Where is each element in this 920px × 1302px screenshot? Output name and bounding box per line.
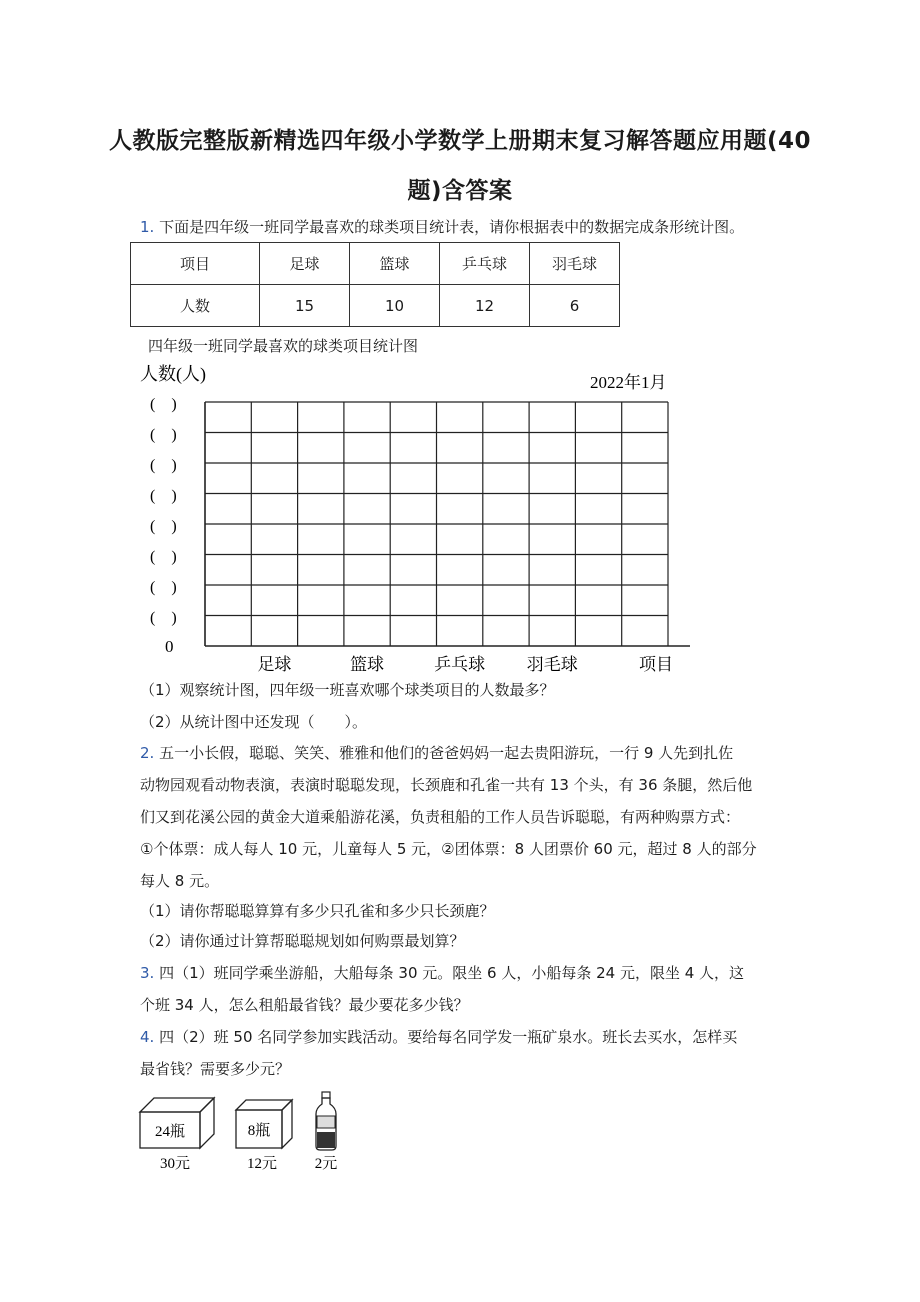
table-row-label: 人数 [131, 285, 260, 327]
chart-title: 四年级一班同学最喜欢的球类项目统计图 [148, 337, 419, 355]
chart-x-categories [257, 655, 673, 674]
table-col-3: 羽毛球 [530, 243, 620, 285]
box-8-price: 12元 [246, 1156, 278, 1172]
chart-xlabel: 项目 [639, 655, 673, 674]
table-col-2: 乒乓球 [440, 243, 530, 285]
page-title-line1: 人教版完整版新精选四年级小学数学上册期末复习解答题应用题(40 [108, 128, 812, 154]
q2-line-3: ①个体票：成人每人 10 元，儿童每人 5 元，②团体票：8 人团票价 60 元，超过 8 人的部分 [140, 840, 757, 858]
chart-origin: 0 [165, 637, 174, 656]
box-24-icon [140, 1098, 214, 1148]
q4-line-1: 最省钱？需要多少元？ [140, 1060, 291, 1078]
box-8-icon [236, 1100, 292, 1148]
q2-line-4: 每人 8 元。 [140, 872, 220, 890]
q4-line-0 [140, 1026, 737, 1047]
q3-text-0: 四（1）班同学乘坐游船，大船每条 30 元。限坐 6 人，小船每条 24 元，限坐 4 人，这 [159, 964, 745, 982]
box-24-price: 30元 [159, 1156, 191, 1172]
q1-sub1: （1）观察统计图，四年级一班喜欢哪个球类项目的人数最多？ [140, 681, 555, 699]
chart-ylabel: 人数(人) [140, 364, 206, 384]
x-tick-label: 羽毛球 [526, 655, 578, 674]
bottle-price: 2元 [314, 1156, 338, 1172]
y-tick-slot: ( ) [150, 518, 177, 535]
y-tick-slot: ( ) [150, 426, 177, 444]
table-val-0: 15 [260, 285, 350, 327]
table-header-label: 项目 [131, 243, 260, 285]
q2-sub2: （2）请你通过计算帮聪聪规划如何购票最划算？ [140, 932, 465, 950]
svg-text:24瓶: 24瓶 [154, 1124, 186, 1140]
y-tick-slot: ( ) [150, 487, 177, 505]
q2-text-0: 五一小长假，聪聪、笑笑、雅雅和他们的爸爸妈妈一起去贵阳游玩，一行 9 人先到扎佐 [159, 744, 734, 762]
table-col-0: 足球 [260, 243, 350, 285]
table-val-3: 6 [530, 285, 620, 327]
chart-date: 2022年1月 [590, 373, 667, 392]
q1-number: 1. [140, 218, 155, 236]
table-val-2: 12 [440, 285, 530, 327]
page-title-line2: 题)含答案 [407, 178, 513, 204]
q4-illustration [130, 1090, 370, 1180]
table-col-1: 篮球 [350, 243, 440, 285]
y-tick-slot: ( ) [150, 457, 177, 474]
y-tick-slot: ( ) [150, 609, 177, 627]
q3-number: 3. [140, 964, 155, 982]
x-tick-label: 乒乓球 [434, 655, 486, 674]
q2-line-0 [140, 742, 733, 763]
water-bottle-icon [316, 1092, 336, 1150]
y-tick-slot: ( ) [150, 579, 177, 596]
q2-line-1: 动物园观看动物表演，表演时聪聪发现，长颈鹿和孔雀一共有 13 个头，有 36 条腿，然后他 [140, 776, 753, 794]
q2-number: 2. [140, 744, 155, 762]
q4-text-0: 四（2）班 50 名同学参加实践活动。要给每名同学发一瓶矿泉水。班长去买水，怎样买 [159, 1028, 738, 1046]
chart-grid [205, 402, 690, 646]
q3-line-0 [140, 962, 744, 983]
chart-y-slots [150, 396, 177, 627]
q2-line-2: 们又到花溪公园的黄金大道乘船游花溪，负责租船的工作人员告诉聪聪，有两种购票方式： [140, 808, 741, 826]
y-tick-slot: ( ) [150, 548, 177, 566]
y-tick-slot: ( ) [150, 396, 177, 413]
table-val-1: 10 [350, 285, 440, 327]
x-tick-label: 篮球 [350, 655, 385, 674]
q2-sub1: （1）请你帮聪聪算算有多少只孔雀和多少只长颈鹿？ [140, 902, 495, 920]
x-tick-label: 足球 [257, 655, 292, 674]
q3-line-1: 个班 34 人，怎么租船最省钱？最少要花多少钱？ [140, 996, 469, 1014]
q4-number: 4. [140, 1028, 155, 1046]
q1-sub2: （2）从统计图中还发现（ ）。 [140, 713, 368, 731]
svg-text:8瓶: 8瓶 [247, 1123, 271, 1139]
q1-body: 下面是四年级一班同学最喜欢的球类项目统计表，请你根据表中的数据完成条形统计图。 [159, 218, 745, 236]
